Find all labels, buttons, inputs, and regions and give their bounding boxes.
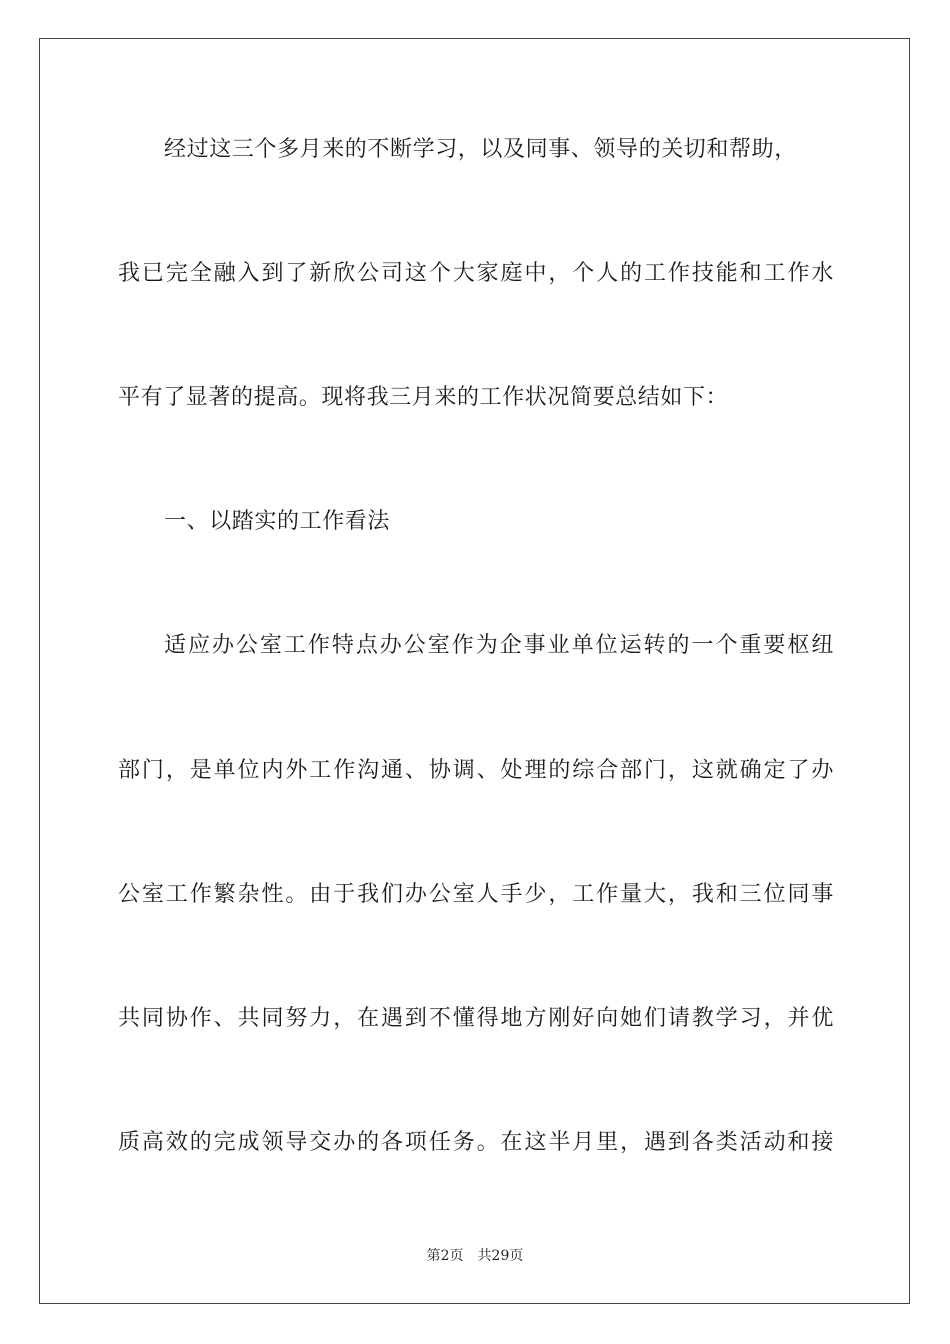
paragraph-line-8: 共同协作、共同努力，在遇到不懂得地方刚好向她们请教学习，并优 [118, 1006, 834, 1031]
page-number-total: 共29页 [477, 1248, 524, 1264]
paragraph-line-7: 公室工作繁杂性。由于我们办公室人手少，工作量大，我和三位同事 [118, 882, 834, 907]
page-footer [0, 1246, 950, 1266]
paragraph-line-9: 质高效的完成领导交办的各项任务。在这半月里，遇到各类活动和接 [118, 1130, 834, 1155]
paragraph-line-5: 适应办公室工作特点办公室作为企事业单位运转的一个重要枢纽 [164, 633, 834, 658]
paragraph-line-1: 经过这三个多月来的不断学习，以及同事、领导的关切和帮助， [164, 137, 797, 162]
section-heading: 一、以踏实的工作看法 [164, 509, 391, 534]
paragraph-line-2: 我已完全融入到了新欣公司这个大家庭中，个人的工作技能和工作水 [118, 261, 834, 286]
page-border [39, 38, 910, 1304]
paragraph-line-6: 部门，是单位内外工作沟通、协调、处理的综合部门，这就确定了办 [118, 758, 834, 783]
page-number-current: 第2页 [426, 1248, 464, 1264]
paragraph-line-3: 平有了显著的提高。现将我三月来的工作状况简要总结如下： [118, 385, 729, 410]
